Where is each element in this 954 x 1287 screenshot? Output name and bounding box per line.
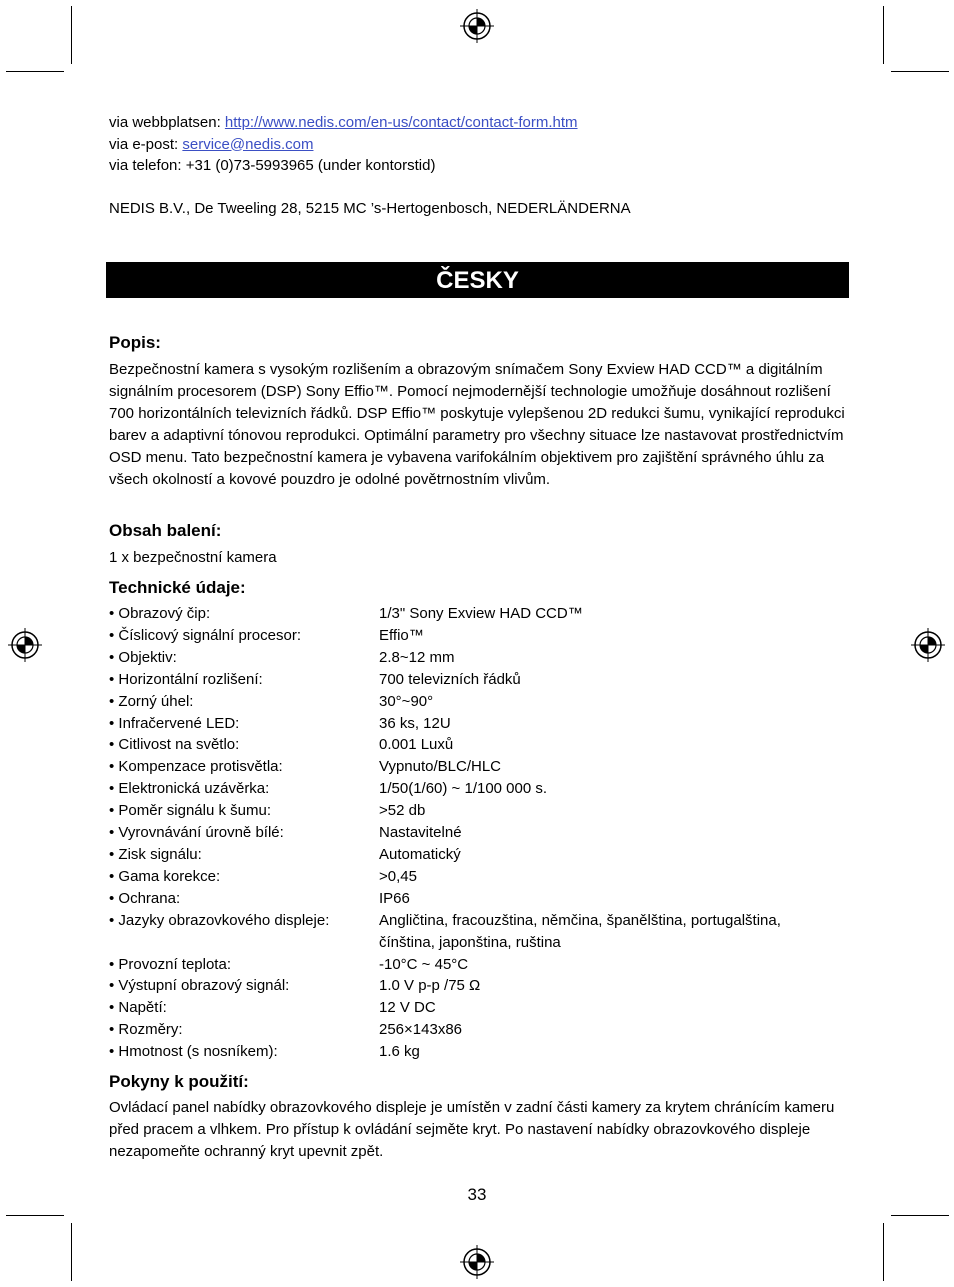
service-email-link[interactable]: service@nedis.com	[182, 135, 314, 153]
spec-value: -10°C ~ 45°C	[379, 955, 469, 973]
spec-row	[109, 691, 839, 713]
crop-mark	[71, 6, 72, 64]
spec-value: 256×143x86	[379, 1021, 462, 1039]
spec-row	[109, 669, 839, 691]
spec-value: 12 V DC	[379, 999, 436, 1017]
registration-mark-icon	[460, 1245, 494, 1279]
popis-paragraph: Bezpečnostní kamera s vysokým rozlišením a obrazovým snímačem Sony Exview HAD CCD™ a digitálním signálním procesorem (DSP) Sony Effio™. Pomocí nejmodernější technologie umožňuje dosáhnout rozlišení 700 horizontálních televizních řádků. DSP Effio™ poskytuje vylepšenou 2D redukci šumu, vynikající reprodukci barev a adaptivní tónovou reprodukci. Optimální parametry pro všechny situace lze nastavovat prostřednictvím OSD menu. Tato bezpečnostní kamera je vybavena varifokálním objektivem pro zajištění správného úhlu za všech okolností a kovové pouzdro je odolné povětrnostním vlivům.	[109, 361, 845, 488]
spec-value: Automatický	[379, 845, 461, 863]
crop-mark	[6, 1215, 64, 1216]
spec-value: 0.001 Luxů	[379, 736, 454, 754]
obsah-heading: Obsah balení:	[109, 521, 222, 540]
pokyny-heading: Pokyny k použití:	[109, 1072, 249, 1091]
spec-value: >0,45	[379, 867, 417, 885]
spec-row	[109, 954, 839, 976]
spec-label: • Číslicový signální procesor:	[109, 626, 301, 644]
spec-row	[109, 603, 839, 625]
spec-row	[109, 1041, 839, 1063]
popis-heading: Popis:	[109, 333, 161, 352]
spec-row	[109, 910, 839, 954]
contact-email-line	[109, 134, 578, 156]
registration-mark-icon	[911, 628, 945, 662]
spec-label: • Zorný úhel:	[109, 692, 194, 710]
spec-value: >52 db	[379, 802, 426, 820]
crop-mark	[891, 1215, 949, 1216]
spec-value: 1.6 kg	[379, 1043, 420, 1061]
spec-value: 700 televizních řádků	[379, 670, 521, 688]
crop-mark	[883, 1223, 884, 1281]
spec-label: • Provozní teplota:	[109, 955, 231, 973]
spec-row	[109, 822, 839, 844]
spec-label: • Poměr signálu k šumu:	[109, 802, 271, 820]
registration-mark-icon	[460, 9, 494, 43]
spec-row	[109, 778, 839, 800]
crop-mark	[6, 71, 64, 72]
spec-row	[109, 625, 839, 647]
spec-row	[109, 800, 839, 822]
spec-label: • Kompenzace protisvětla:	[109, 758, 283, 776]
spec-value: 2.8~12 mm	[379, 648, 455, 666]
contact-block	[109, 112, 578, 177]
spec-row	[109, 866, 839, 888]
contact-form-link[interactable]: http://www.nedis.com/en-us/contact/contact-form.htm	[224, 114, 578, 131]
company-address: NEDIS B.V., De Tweeling 28, 5215 MC ’s-Hertogenbosch, NEDERLÄNDERNA	[109, 200, 631, 217]
spec-label: • Infračervené LED:	[109, 714, 240, 732]
obsah-paragraph: 1 x bezpečnostní kamera	[109, 549, 277, 566]
tech-heading: Technické údaje:	[109, 578, 246, 597]
spec-label: • Citlivost na světlo:	[109, 736, 240, 754]
contact-email-prefix: via e-post:	[109, 135, 183, 153]
language-banner: ČESKY	[106, 262, 849, 298]
spec-row	[109, 844, 839, 866]
spec-label: • Jazyky obrazovkového displeje:	[109, 911, 330, 929]
spec-value: Angličtina, fracouzština, němčina, španělština, portugalština, čínština, japonština, ruština	[379, 911, 781, 951]
spec-label: • Objektiv:	[109, 648, 177, 666]
spec-value: Vypnuto/BLC/HLC	[379, 758, 502, 776]
spec-value: IP66	[379, 889, 410, 907]
spec-value: 1/3" Sony Exview HAD CCD™	[379, 605, 583, 622]
spec-row	[109, 713, 839, 735]
crop-mark	[891, 71, 949, 72]
contact-web-line	[109, 112, 578, 134]
spec-row	[109, 888, 839, 910]
spec-row	[109, 756, 839, 778]
spec-label: • Vyrovnávání úrovně bílé:	[109, 824, 284, 842]
spec-row	[109, 1019, 839, 1041]
spec-value: Nastavitelné	[379, 824, 462, 842]
spec-value: 30°~90°	[379, 692, 434, 710]
spec-label: • Obrazový čip:	[109, 605, 211, 622]
spec-label: • Ochrana:	[109, 889, 181, 907]
spec-label: • Horizontální rozlišení:	[109, 670, 263, 688]
page-number: 33	[467, 1185, 487, 1204]
spec-row	[109, 997, 839, 1019]
spec-value: 36 ks, 12U	[379, 714, 451, 732]
spec-value: Effio™	[379, 626, 424, 644]
crop-mark	[883, 6, 884, 64]
spec-row	[109, 647, 839, 669]
spec-value: 1.0 V p-p /75 Ω	[379, 977, 481, 995]
spec-label: • Napětí:	[109, 999, 167, 1017]
spec-label: • Rozměry:	[109, 1021, 183, 1039]
spec-list	[109, 603, 839, 1063]
spec-row	[109, 975, 839, 997]
contact-phone-line: via telefon: +31 (0)73-5993965 (under kontorstid)	[109, 157, 436, 174]
spec-label: • Elektronická uzávěrka:	[109, 780, 270, 798]
spec-label: • Gama korekce:	[109, 867, 221, 885]
spec-row	[109, 734, 839, 756]
spec-label: • Hmotnost (s nosníkem):	[109, 1043, 278, 1061]
registration-mark-icon	[8, 628, 42, 662]
crop-mark	[71, 1223, 72, 1281]
spec-label: • Zisk signálu:	[109, 845, 202, 863]
pokyny-paragraph: Ovládací panel nabídky obrazovkového displeje je umístěn v zadní části kamery za krytem chránícím kameru před pracem a vlhkem. Pro přístup k ovládání sejměte kryt. Po nastavení nabídky obrazovkového displeje nezapomeňte ochranný kryt upevnit zpět.	[109, 1099, 835, 1160]
spec-value: 1/50(1/60) ~ 1/100 000 s.	[379, 780, 548, 798]
spec-label: • Výstupní obrazový signál:	[109, 977, 290, 995]
contact-web-prefix: via webbplatsen:	[109, 114, 225, 131]
